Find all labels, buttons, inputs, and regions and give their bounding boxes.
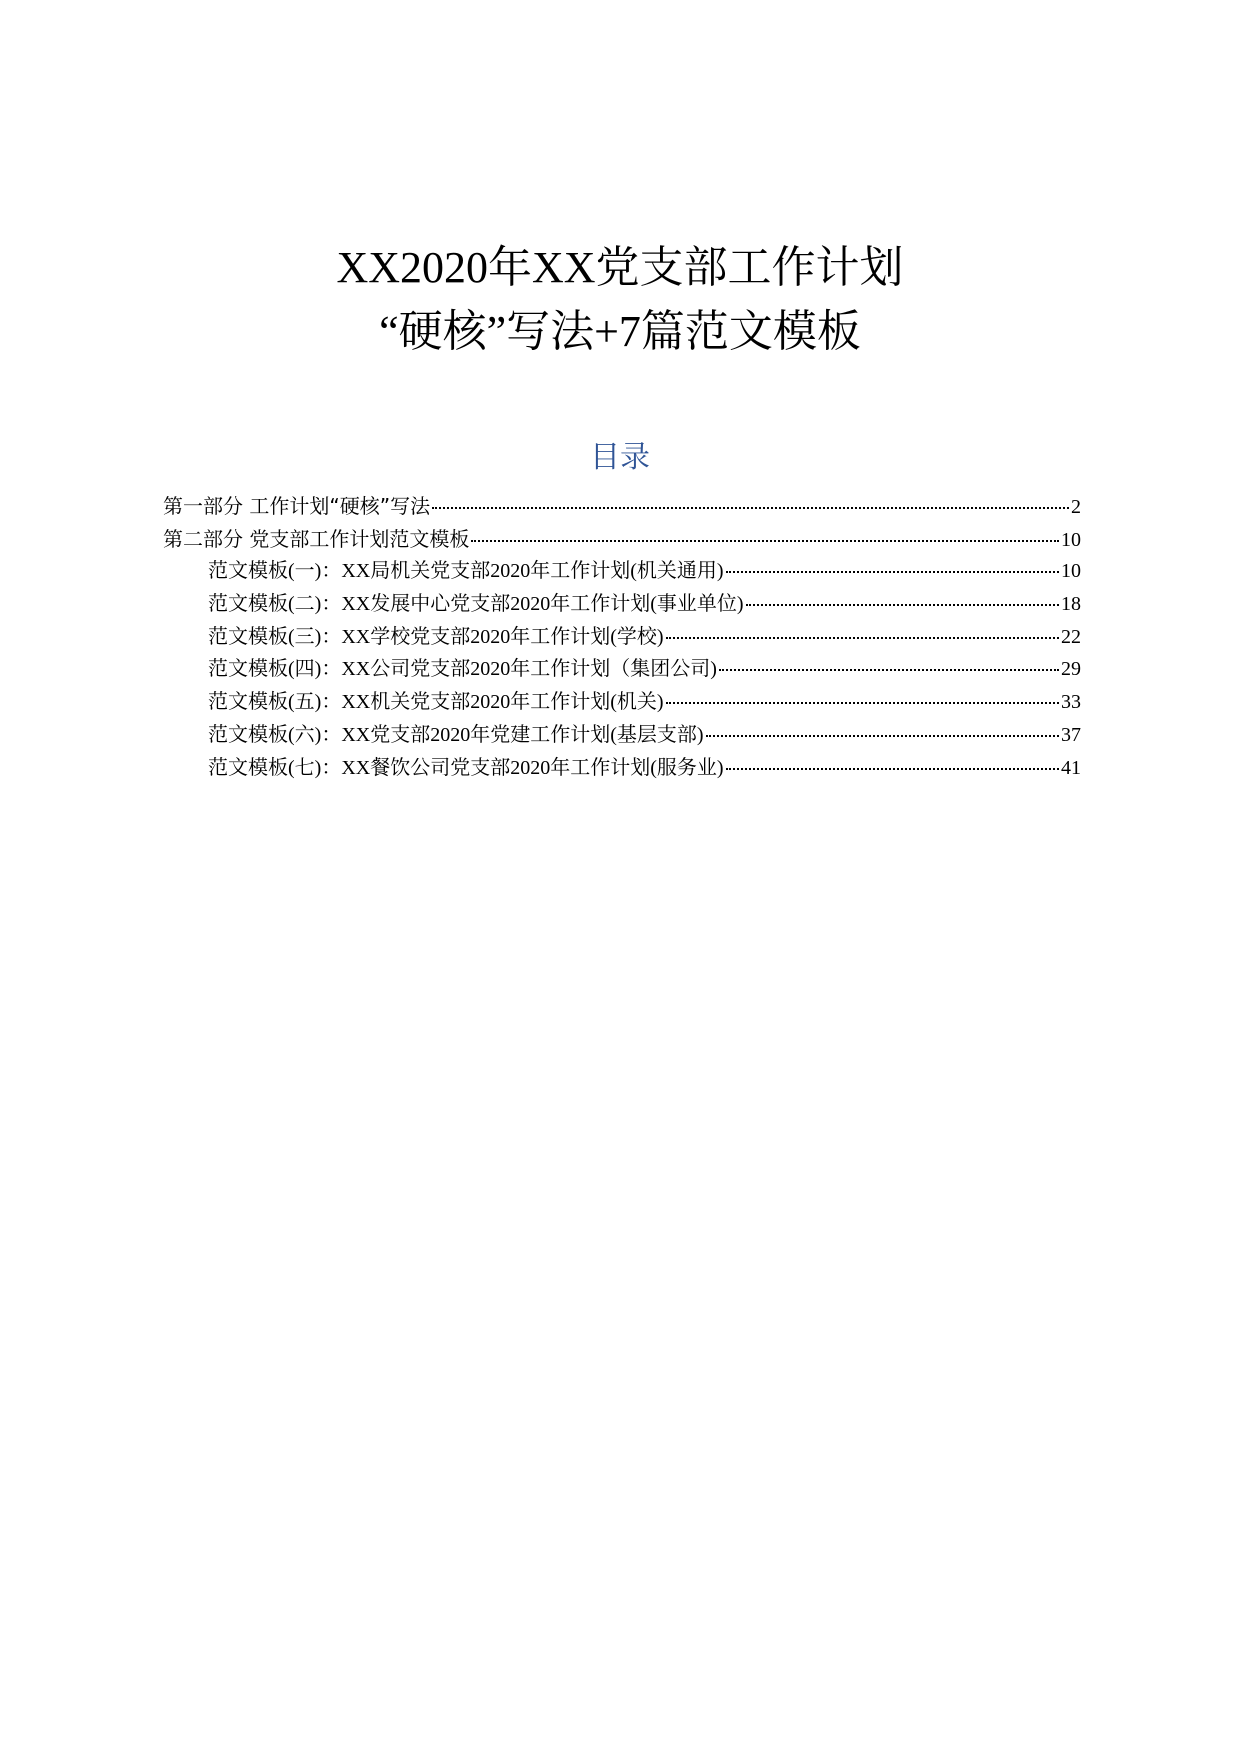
toc-dot-leader xyxy=(706,731,1059,737)
title-line-1: XX2020年XX党支部工作计划 xyxy=(336,243,904,292)
toc-entry[interactable] xyxy=(163,490,1081,523)
toc-dot-leader xyxy=(726,764,1059,770)
toc-dot-leader xyxy=(746,600,1059,606)
toc-dot-leader xyxy=(719,665,1059,671)
toc-entry[interactable] xyxy=(163,555,1081,588)
toc-entry-label: 范文模板(二)：XX发展中心党支部2020年工作计划(事业单位) xyxy=(208,593,744,616)
toc-page-number: 22 xyxy=(1061,625,1081,648)
toc-heading: 目录 xyxy=(590,440,650,475)
toc-entry[interactable] xyxy=(163,621,1081,654)
toc-page-number: 41 xyxy=(1061,756,1081,779)
toc-entry[interactable] xyxy=(163,588,1081,621)
toc-dot-leader xyxy=(432,503,1069,509)
toc-entry-label: 第一部分 工作计划“硬核”写法 xyxy=(163,494,431,518)
toc-page-number: 29 xyxy=(1061,658,1081,681)
toc-entry-label: 第二部分 党支部工作计划范文模板 xyxy=(163,526,470,551)
toc-entry-label: 范文模板(四)：XX公司党支部2020年工作计划（集团公司) xyxy=(208,658,717,681)
toc-page-number: 10 xyxy=(1061,560,1081,583)
title-line-2: “硬核”写法+7篇范文模板 xyxy=(379,307,861,356)
toc-page-number: 33 xyxy=(1061,691,1081,714)
toc-entry-label: 范文模板(三)：XX学校党支部2020年工作计划(学校) xyxy=(208,625,664,648)
toc-dot-leader xyxy=(666,633,1059,639)
toc-entry-label: 范文模板(七)：XX餐饮公司党支部2020年工作计划(服务业) xyxy=(208,756,724,779)
toc-entry-label: 范文模板(五)：XX机关党支部2020年工作计划(机关) xyxy=(208,691,664,714)
toc-entry-label: 范文模板(一)：XX局机关党支部2020年工作计划(机关通用) xyxy=(208,560,724,583)
toc-dot-leader xyxy=(471,536,1059,542)
document-title xyxy=(0,236,1240,364)
table-of-contents xyxy=(163,490,1081,784)
toc-page-number: 10 xyxy=(1061,528,1081,551)
toc-dot-leader xyxy=(666,698,1059,704)
toc-entry[interactable] xyxy=(163,719,1081,752)
toc-entry[interactable] xyxy=(163,523,1081,556)
toc-dot-leader xyxy=(726,567,1059,573)
toc-entry-label: 范文模板(六)：XX党支部2020年党建工作计划(基层支部) xyxy=(208,723,704,746)
toc-entry[interactable] xyxy=(163,686,1081,719)
toc-page-number: 18 xyxy=(1061,593,1081,616)
toc-entry[interactable] xyxy=(163,752,1081,785)
toc-page-number: 2 xyxy=(1071,496,1081,518)
toc-entry[interactable] xyxy=(163,653,1081,686)
toc-page-number: 37 xyxy=(1061,723,1081,746)
